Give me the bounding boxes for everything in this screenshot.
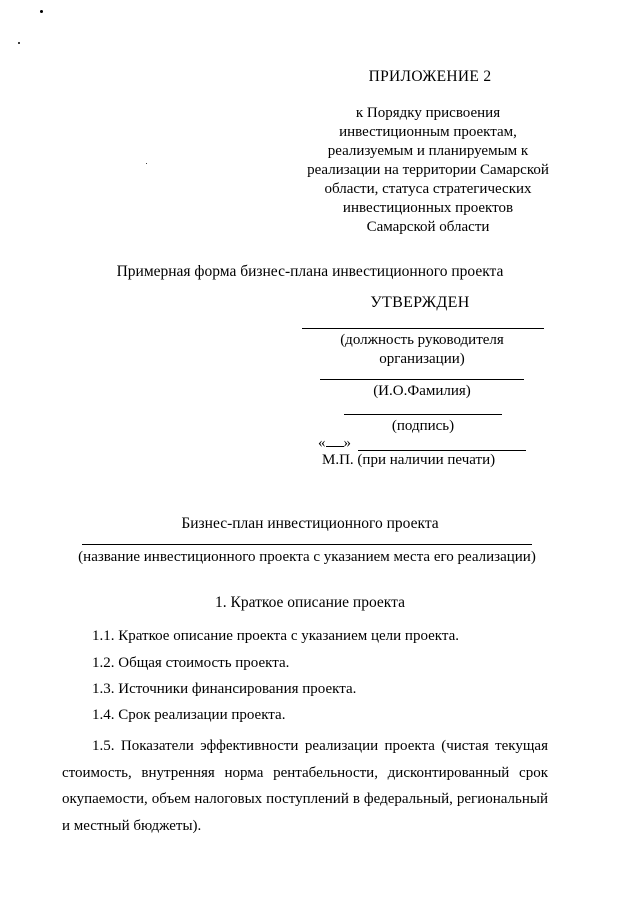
appendix-reference bbox=[296, 104, 560, 237]
stamp-caption: М.П. (при наличии печати) bbox=[322, 452, 496, 468]
signature-blank-line bbox=[344, 414, 502, 415]
section-item: 1.4. Срок реализации проекта. bbox=[92, 707, 286, 723]
date-day-blank bbox=[326, 434, 344, 447]
section-item: 1.5. Показатели эффективности реализации проекта (чистая текущая стоимость, внутренняя норма рентабельности, дисконтированный срок окупаемости, объем налоговых поступлений в федеральный, региональный и местный бюджеты). bbox=[62, 738, 548, 834]
appendix-line: инвестиционным проектам, bbox=[339, 124, 517, 140]
form-title: Примерная форма бизнес-плана инвестиционного проекта bbox=[116, 263, 504, 280]
section-item: 1.3. Источники финансирования проекта. bbox=[92, 681, 357, 697]
position-blank-line bbox=[302, 328, 544, 329]
project-name-caption: (название инвестиционного проекта с указанием места его реализации) bbox=[78, 549, 536, 565]
date-field bbox=[318, 434, 351, 452]
fio-blank-line bbox=[320, 379, 524, 380]
position-caption bbox=[320, 331, 524, 369]
approval-heading: УТВЕРЖДЕН bbox=[370, 294, 470, 311]
appendix-line: к Порядку присвоения bbox=[355, 105, 501, 121]
appendix-line: Самарской области bbox=[366, 219, 490, 235]
section-title: 1. Краткое описание проекта bbox=[215, 594, 405, 611]
appendix-line: реализуемым и планируемым к bbox=[327, 143, 529, 159]
position-caption-line: (должность руководителя bbox=[340, 332, 504, 348]
scan-speck bbox=[18, 42, 20, 44]
project-name-blank-line bbox=[82, 544, 532, 545]
date-open-quote: « bbox=[318, 435, 326, 451]
date-blank-line bbox=[358, 450, 526, 451]
appendix-title: ПРИЛОЖЕНИЕ 2 bbox=[368, 68, 492, 85]
scan-speck bbox=[146, 163, 147, 164]
date-close-quote: » bbox=[343, 435, 351, 451]
appendix-line: области, статуса стратегических bbox=[324, 181, 532, 197]
appendix-line: инвестиционных проектов bbox=[342, 200, 514, 216]
business-plan-title: Бизнес-план инвестиционного проекта bbox=[181, 515, 439, 532]
position-caption-line: организации) bbox=[379, 351, 465, 367]
signature-caption: (подпись) bbox=[391, 418, 455, 434]
section-item: 1.2. Общая стоимость проекта. bbox=[92, 655, 290, 671]
appendix-line: реализации на территории Самарской bbox=[307, 162, 549, 178]
fio-caption: (И.О.Фамилия) bbox=[373, 383, 471, 399]
section-item: 1.1. Краткое описание проекта с указанием цели проекта. bbox=[92, 628, 460, 644]
scan-speck bbox=[40, 10, 43, 13]
